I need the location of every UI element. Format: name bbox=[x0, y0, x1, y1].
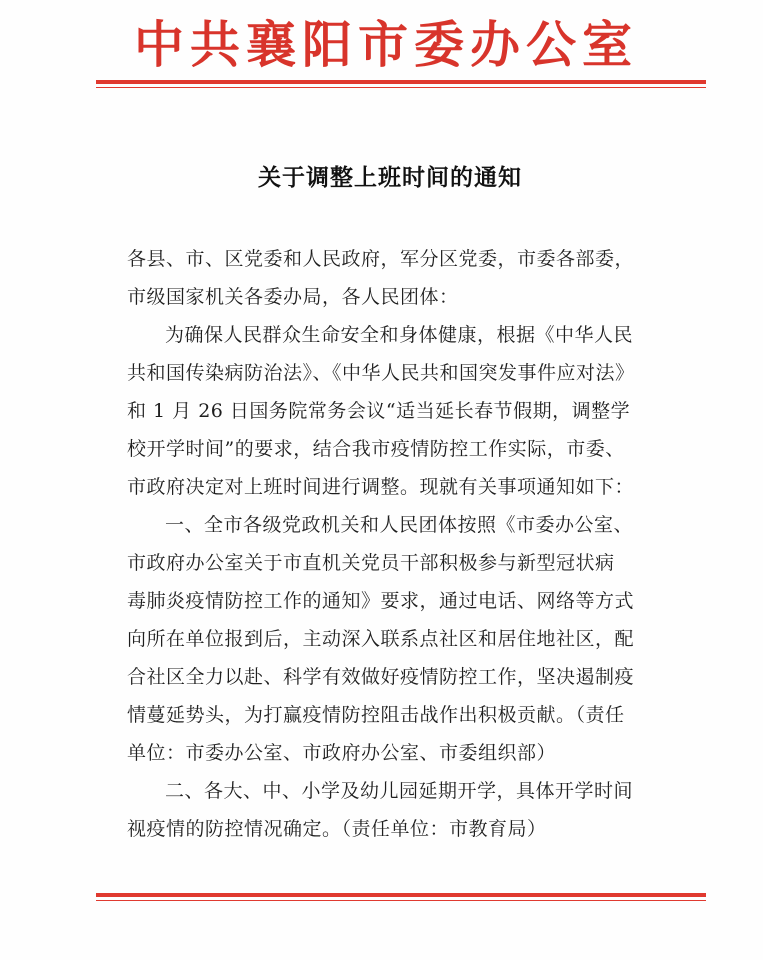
letterhead-org-name: 中共襄阳市委办公室 bbox=[134, 15, 638, 74]
body-line-addressee: 市级国家机关各委办局，各人民团体： bbox=[127, 286, 459, 308]
body-line: 市政府办公室关于市直机关党员干部积极参与新型冠状病 bbox=[127, 552, 615, 574]
body-line: 毒肺炎疫情防控工作的通知》要求，通过电话、网络等方式 bbox=[127, 590, 635, 612]
body-line: 校开学时间”的要求，结合我市疫情防控工作实际，市委、 bbox=[127, 438, 625, 460]
body-line: 和 1 月 26 日国务院常务会议“适当延长春节假期，调整学 bbox=[127, 400, 631, 422]
body-line: 单位：市委办公室、市政府办公室、市委组织部） bbox=[127, 742, 557, 764]
body-line-item-one: 一、全市各级党政机关和人民团体按照《市委办公室、 bbox=[165, 514, 634, 536]
letterhead-red-rule bbox=[96, 80, 706, 84]
body-line: 情蔓延势头，为打赢疫情防控阻击战作出积极贡献。（责任 bbox=[127, 704, 625, 726]
footer-red-rule-thin bbox=[96, 900, 706, 901]
body-line-addressee: 各县、市、区党委和人民政府，军分区党委，市委各部委， bbox=[127, 248, 635, 270]
document-body bbox=[127, 240, 672, 848]
body-line: 市政府决定对上班时间进行调整。现就有关事项通知如下： bbox=[127, 476, 635, 498]
document-title: 关于调整上班时间的通知 bbox=[258, 165, 522, 191]
footer-red-rule bbox=[96, 893, 706, 897]
body-line: 共和国传染病防治法》、《中华人民共和国突发事件应对法》 bbox=[127, 362, 635, 384]
body-line: 视疫情的防控情况确定。（责任单位：市教育局） bbox=[127, 818, 547, 840]
body-line-paragraph-start: 为确保人民群众生命安全和身体健康，根据《中华人民 bbox=[165, 324, 634, 346]
body-line-item-two: 二、各大、中、小学及幼儿园延期开学，具体开学时间 bbox=[165, 780, 634, 802]
body-line: 合社区全力以赴、科学有效做好疫情防控工作，坚决遏制疫 bbox=[127, 666, 635, 688]
letterhead-red-rule-thin bbox=[96, 87, 706, 88]
body-line: 向所在单位报到后，主动深入联系点社区和居住地社区，配 bbox=[127, 628, 635, 650]
